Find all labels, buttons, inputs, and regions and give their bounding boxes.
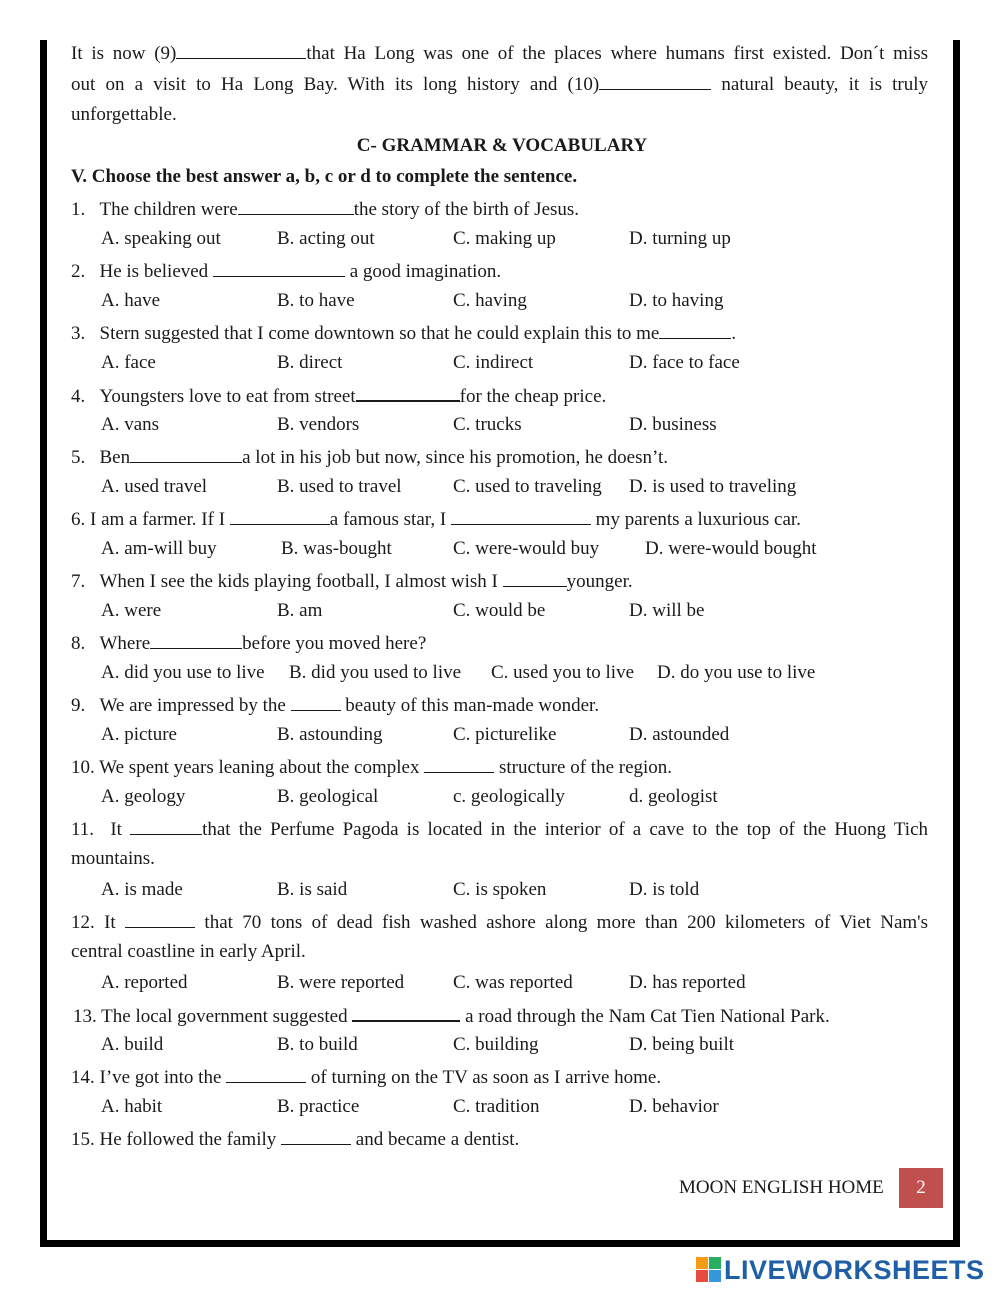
answer-blank[interactable] bbox=[451, 506, 591, 525]
answer-blank[interactable] bbox=[238, 196, 354, 215]
option-b[interactable]: B. used to travel bbox=[277, 476, 402, 497]
option-b[interactable]: B. practice bbox=[277, 1096, 360, 1117]
answer-blank[interactable] bbox=[226, 1064, 306, 1083]
question-text: for the cheap price. bbox=[459, 386, 607, 407]
option-a[interactable]: A. reported bbox=[101, 972, 188, 993]
answer-blank[interactable] bbox=[356, 382, 460, 402]
option-b[interactable]: B. to build bbox=[277, 1034, 358, 1055]
question-text: It bbox=[104, 912, 126, 933]
question-number: 4. bbox=[71, 386, 86, 407]
option-c[interactable]: C. tradition bbox=[453, 1096, 540, 1117]
option-b[interactable]: B. astounding bbox=[277, 724, 383, 745]
option-a[interactable]: A. is made bbox=[101, 879, 183, 900]
question-text: . bbox=[731, 323, 737, 344]
intro-text: It is now (9) bbox=[71, 43, 177, 64]
question-7 bbox=[71, 568, 633, 594]
question-text: He followed the family bbox=[99, 1129, 282, 1150]
answer-blank[interactable] bbox=[291, 692, 341, 711]
option-a[interactable]: A. geology bbox=[101, 786, 186, 807]
option-d[interactable]: D. face to face bbox=[629, 352, 740, 373]
option-a[interactable]: A. used travel bbox=[101, 476, 208, 497]
option-c[interactable]: C. indirect bbox=[453, 352, 534, 373]
option-b[interactable]: B. vendors bbox=[277, 414, 360, 435]
option-a[interactable]: A. face bbox=[101, 352, 156, 373]
option-d[interactable]: d. geologist bbox=[629, 786, 718, 807]
option-c[interactable]: C. having bbox=[453, 290, 527, 311]
question-text: the story of the birth of Jesus. bbox=[353, 199, 580, 220]
question-text: Youngsters love to eat from street bbox=[99, 386, 356, 407]
question-number: 9. bbox=[71, 695, 86, 716]
option-a[interactable]: A. did you use to live bbox=[101, 662, 265, 683]
question-text: The children were bbox=[99, 199, 238, 220]
option-b[interactable]: B. geological bbox=[277, 786, 379, 807]
question-number: 6. bbox=[71, 509, 86, 530]
answer-blank[interactable] bbox=[150, 630, 242, 649]
answer-blank[interactable] bbox=[659, 320, 731, 339]
question-text: younger. bbox=[566, 571, 633, 592]
option-a[interactable]: A. were bbox=[101, 600, 162, 621]
option-d[interactable]: D. business bbox=[629, 414, 717, 435]
question-12-continued: central coastline in early April. bbox=[71, 941, 306, 962]
option-b[interactable]: B. acting out bbox=[277, 228, 375, 249]
option-b[interactable]: B. is said bbox=[277, 879, 348, 900]
question-11 bbox=[71, 816, 928, 842]
question-text: of turning on the TV as soon as I arrive home. bbox=[306, 1067, 662, 1088]
question-11-continued: mountains. bbox=[71, 848, 155, 869]
question-text: We spent years leaning about the complex bbox=[99, 757, 425, 778]
answer-blank[interactable] bbox=[130, 816, 202, 835]
answer-blank[interactable] bbox=[503, 568, 567, 587]
question-8 bbox=[71, 630, 426, 656]
option-a[interactable]: A. picture bbox=[101, 724, 177, 745]
question-number: 14. bbox=[71, 1067, 95, 1088]
option-b[interactable]: B. direct bbox=[277, 352, 343, 373]
question-number: 3. bbox=[71, 323, 86, 344]
instruction: V. Choose the best answer a, b, c or d to complete the sentence. bbox=[71, 166, 578, 187]
question-number: 13. bbox=[73, 1006, 97, 1027]
option-a[interactable]: A. habit bbox=[101, 1096, 163, 1117]
question-text: a good imagination. bbox=[344, 261, 502, 282]
question-text: a lot in his job but now, since his promotion, he doesn’t. bbox=[242, 447, 668, 468]
option-a[interactable]: A. vans bbox=[101, 414, 160, 435]
question-15 bbox=[71, 1126, 519, 1152]
option-c[interactable]: C. picturelike bbox=[453, 724, 557, 745]
question-text: a famous star, I bbox=[329, 509, 451, 530]
question-text: that 70 tons of dead fish washed ashore along more than 200 kilometers of Viet Nam's bbox=[195, 912, 929, 933]
question-2 bbox=[71, 258, 501, 284]
footer-label: MOON ENGLISH HOME bbox=[679, 1177, 884, 1198]
question-number: 1. bbox=[71, 199, 86, 220]
question-1 bbox=[71, 196, 579, 222]
question-number: 11. bbox=[71, 819, 95, 840]
option-d[interactable]: D. is used to traveling bbox=[629, 476, 797, 497]
section-title: C- GRAMMAR & VOCABULARY bbox=[356, 135, 648, 156]
option-c[interactable]: C. would be bbox=[453, 600, 546, 621]
option-a[interactable]: A. speaking out bbox=[101, 228, 221, 249]
option-c[interactable]: C. trucks bbox=[453, 414, 522, 435]
question-10 bbox=[71, 754, 672, 780]
answer-blank[interactable] bbox=[424, 754, 494, 773]
question-12 bbox=[71, 909, 928, 935]
answer-blank[interactable] bbox=[125, 909, 195, 928]
option-a[interactable]: A. build bbox=[101, 1034, 164, 1055]
liveworksheets-logo bbox=[696, 1255, 985, 1285]
page-number: 2 bbox=[899, 1168, 943, 1208]
answer-blank[interactable] bbox=[213, 258, 345, 277]
brand-name: LIVEWORKSHEETS bbox=[724, 1254, 985, 1285]
question-14 bbox=[71, 1064, 661, 1090]
intro-line-2 bbox=[71, 71, 928, 97]
option-c[interactable]: C. building bbox=[453, 1034, 539, 1055]
answer-blank[interactable] bbox=[281, 1126, 351, 1145]
question-text: When I see the kids playing football, I almost wish I bbox=[99, 571, 503, 592]
question-number: 7. bbox=[71, 571, 86, 592]
question-13 bbox=[73, 1002, 830, 1029]
question-text: that the Perfume Pagoda is located in the interior of a cave to the top of the Huong Tich bbox=[202, 819, 929, 840]
option-d[interactable]: D. to having bbox=[629, 290, 724, 311]
blank-10[interactable] bbox=[599, 71, 711, 90]
option-c[interactable]: C. used to traveling bbox=[453, 476, 602, 497]
question-text: Stern suggested that I come downtown so that he could explain this to me bbox=[99, 323, 660, 344]
option-d[interactable]: D. do you use to live bbox=[657, 662, 816, 683]
question-text: Ben bbox=[99, 447, 131, 468]
question-9 bbox=[71, 692, 599, 718]
question-number: 8. bbox=[71, 633, 86, 654]
option-c[interactable]: C. is spoken bbox=[453, 879, 547, 900]
question-text: The local government suggested bbox=[101, 1006, 353, 1027]
intro-line-3: unforgettable. bbox=[71, 104, 177, 125]
option-b[interactable]: B. did you used to live bbox=[289, 662, 462, 683]
option-b[interactable]: B. am bbox=[277, 600, 323, 621]
question-text: my parents a luxurious car. bbox=[590, 509, 801, 530]
question-4 bbox=[71, 382, 606, 409]
question-number: 2. bbox=[71, 261, 86, 282]
intro-text: out on a visit to Ha Long Bay. With its long history and (10) bbox=[71, 74, 600, 95]
option-d[interactable]: D. behavior bbox=[629, 1096, 719, 1117]
question-text: structure of the region. bbox=[494, 757, 673, 778]
option-d[interactable]: D. being built bbox=[629, 1034, 735, 1055]
question-number: 5. bbox=[71, 447, 86, 468]
option-c[interactable]: c. geologically bbox=[453, 786, 565, 807]
option-b[interactable]: B. were reported bbox=[277, 972, 405, 993]
question-6 bbox=[71, 506, 801, 532]
option-d[interactable]: D. were-would bought bbox=[645, 538, 817, 559]
question-text: He is believed bbox=[99, 261, 213, 282]
intro-text: natural beauty, it is truly bbox=[721, 74, 929, 95]
intro-text: that Ha Long was one of the places where humans first existed. Don´t miss bbox=[306, 43, 928, 64]
answer-blank[interactable] bbox=[352, 1002, 460, 1022]
intro-line-1 bbox=[71, 40, 928, 66]
question-number: 10. bbox=[71, 757, 95, 778]
option-d[interactable]: D. turning up bbox=[629, 228, 731, 249]
option-d[interactable]: D. is told bbox=[629, 879, 700, 900]
question-text: Where bbox=[99, 633, 151, 654]
answer-blank[interactable] bbox=[230, 506, 330, 525]
question-text: a road through the Nam Cat Tien National Park. bbox=[460, 1006, 830, 1027]
question-text: We are impressed by the bbox=[99, 695, 291, 716]
liveworksheets-icon bbox=[696, 1257, 722, 1283]
option-d[interactable]: D. astounded bbox=[629, 724, 730, 745]
question-text: before you moved here? bbox=[242, 633, 427, 654]
question-3 bbox=[71, 320, 736, 346]
question-5 bbox=[71, 444, 668, 470]
blank-9[interactable] bbox=[176, 40, 306, 59]
question-text: and became a dentist. bbox=[351, 1129, 520, 1150]
answer-blank[interactable] bbox=[130, 444, 242, 463]
option-c[interactable]: C. were-would buy bbox=[453, 538, 600, 559]
question-text: I am a farmer. If I bbox=[90, 509, 230, 530]
option-d[interactable]: D. will be bbox=[629, 600, 705, 621]
option-a[interactable]: A. am-will buy bbox=[101, 538, 217, 559]
option-d[interactable]: D. has reported bbox=[629, 972, 746, 993]
option-c[interactable]: C. used you to live bbox=[491, 662, 635, 683]
option-b[interactable]: B. was-bought bbox=[281, 538, 392, 559]
option-c[interactable]: C. was reported bbox=[453, 972, 573, 993]
question-number: 12. bbox=[71, 912, 95, 933]
question-text: beauty of this man-made wonder. bbox=[340, 695, 600, 716]
option-a[interactable]: A. have bbox=[101, 290, 161, 311]
option-b[interactable]: B. to have bbox=[277, 290, 355, 311]
option-c[interactable]: C. making up bbox=[453, 228, 556, 249]
question-text: I’ve got into the bbox=[99, 1067, 227, 1088]
question-number: 15. bbox=[71, 1129, 95, 1150]
question-text: It bbox=[110, 819, 131, 840]
worksheet-page bbox=[40, 40, 960, 1247]
